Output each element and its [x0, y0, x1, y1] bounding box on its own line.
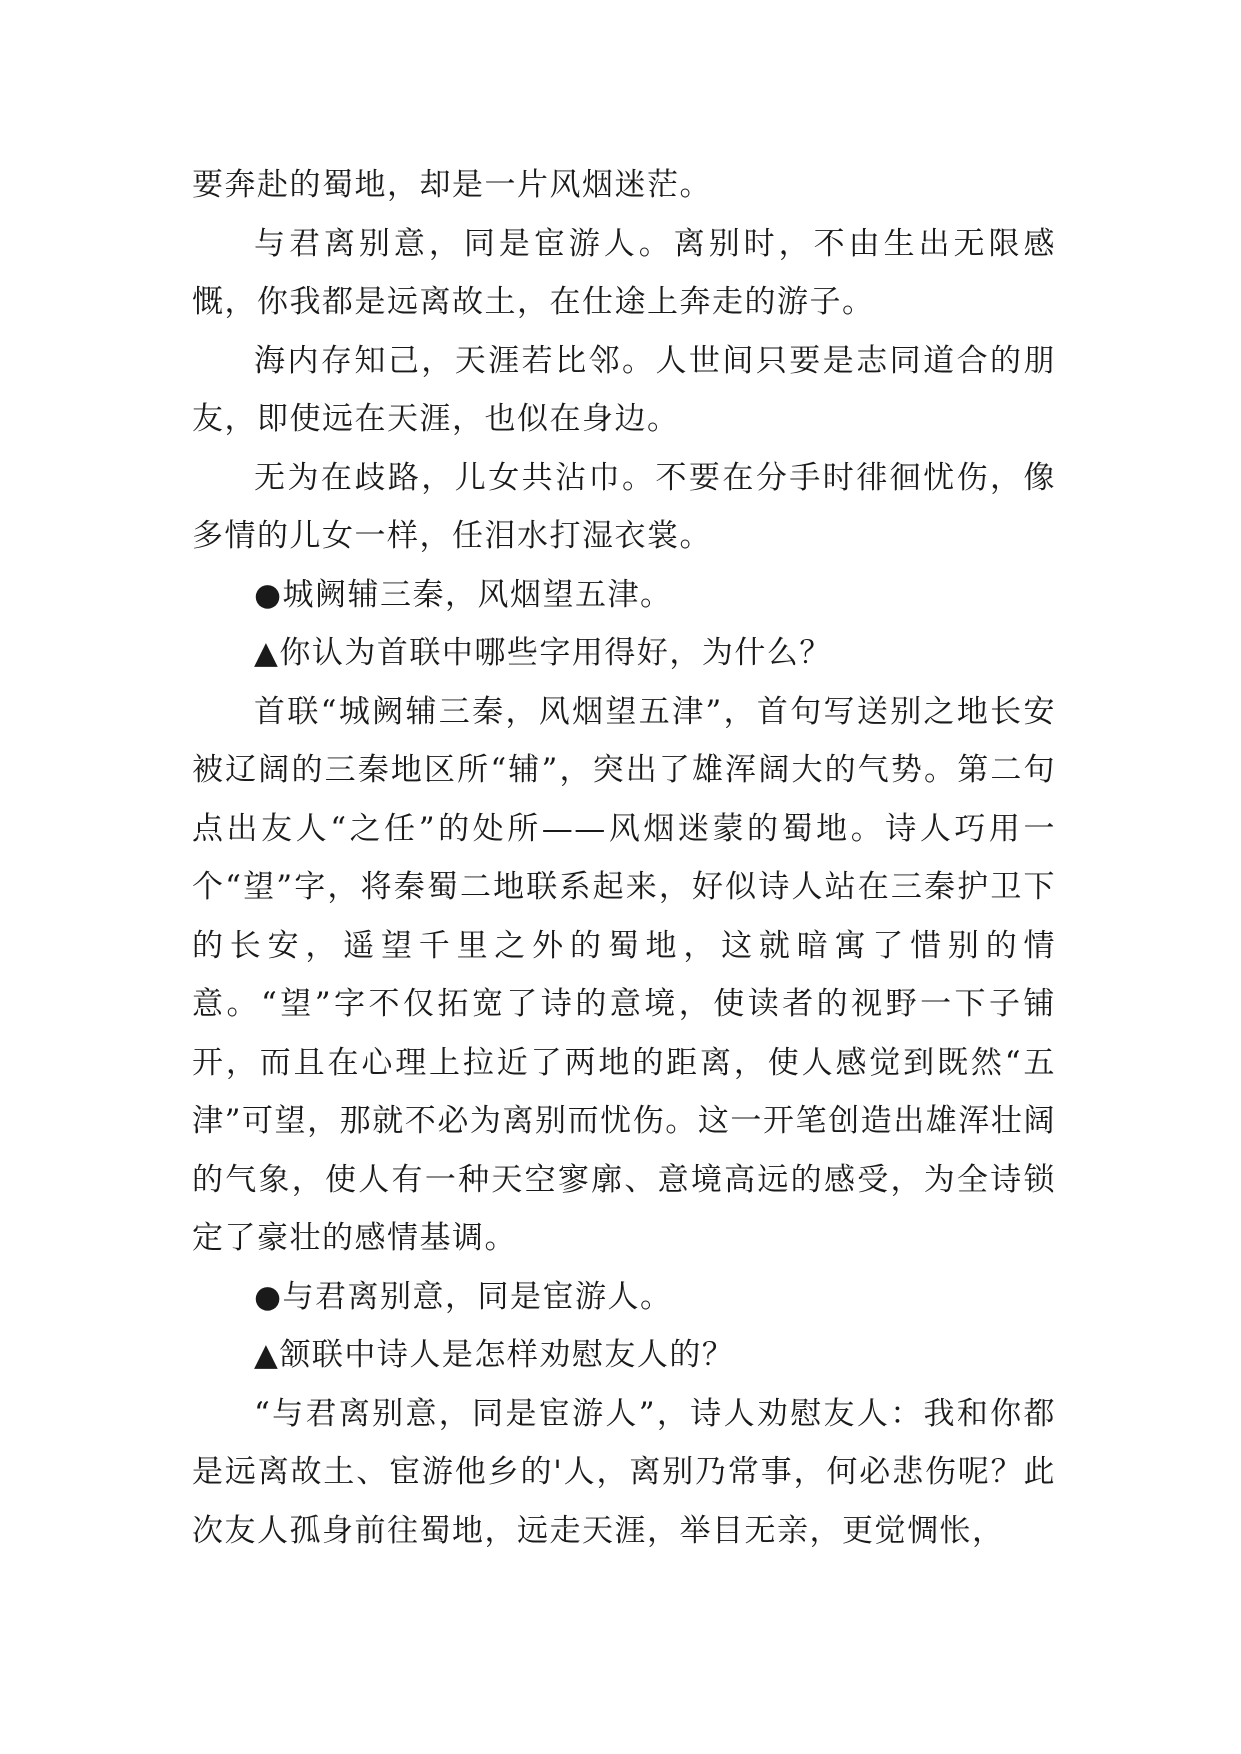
- paragraph-2: 与君离别意，同是宦游人。离别时，不由生出无限感慨，你我都是远离故土，在仕途上奔走的游子。: [192, 225, 1056, 320]
- bullet-line-1: ●城阙辅三秦，风烟望五津。: [254, 576, 673, 613]
- question-line-2: ▲颔联中诗人是怎样劝慰友人的？: [254, 1337, 735, 1373]
- paragraph-analysis-2: “与君离别意，同是宦游人”，诗人劝慰友人：我和你都是远离故土、宦游他乡的'人，离别乃常事，何必悲伤呢？此次友人孤身前往蜀地，远走天涯，举目无亲，更觉惆怅，: [192, 1395, 1056, 1549]
- paragraph-1: 要奔赴的蜀地，却是一片风烟迷茫。: [192, 167, 712, 203]
- bullet-line-2: ●与君离别意，同是宦游人。: [254, 1278, 673, 1315]
- document-page: [192, 156, 1056, 1560]
- paragraph-3: 海内存知己，天涯若比邻。人世间只要是志同道合的朋友，即使远在天涯，也似在身边。: [192, 342, 1056, 437]
- paragraph-analysis-1: 首联“城阙辅三秦，风烟望五津”，首句写送别之地长安被辽阔的三秦地区所“辅”，突出了雄浑阔大的气势。第二句点出友人“之任”的处所——风烟迷蒙的蜀地。诗人巧用一个“望”字，将秦蜀二地联系起来，好似诗人站在三秦护卫下的长安，遥望千里之外的蜀地，这就暗寓了惜别的情意。“望”字不仅拓宽了诗的意境，使读者的视野一下子铺开，而且在心理上拉近了两地的距离，使人感觉到既然“五津”可望，那就不必为离别而忧伤。这一开笔创造出雄浑壮阔的气象，使人有一种天空寥廓、意境高远的感受，为全诗锁定了豪壮的感情基调。: [192, 693, 1056, 1256]
- question-line-1: ▲你认为首联中哪些字用得好，为什么？: [254, 635, 832, 671]
- paragraph-4: 无为在歧路，儿女共沾巾。不要在分手时徘徊忧伤，像多情的儿女一样，任泪水打湿衣裳。: [192, 459, 1056, 554]
